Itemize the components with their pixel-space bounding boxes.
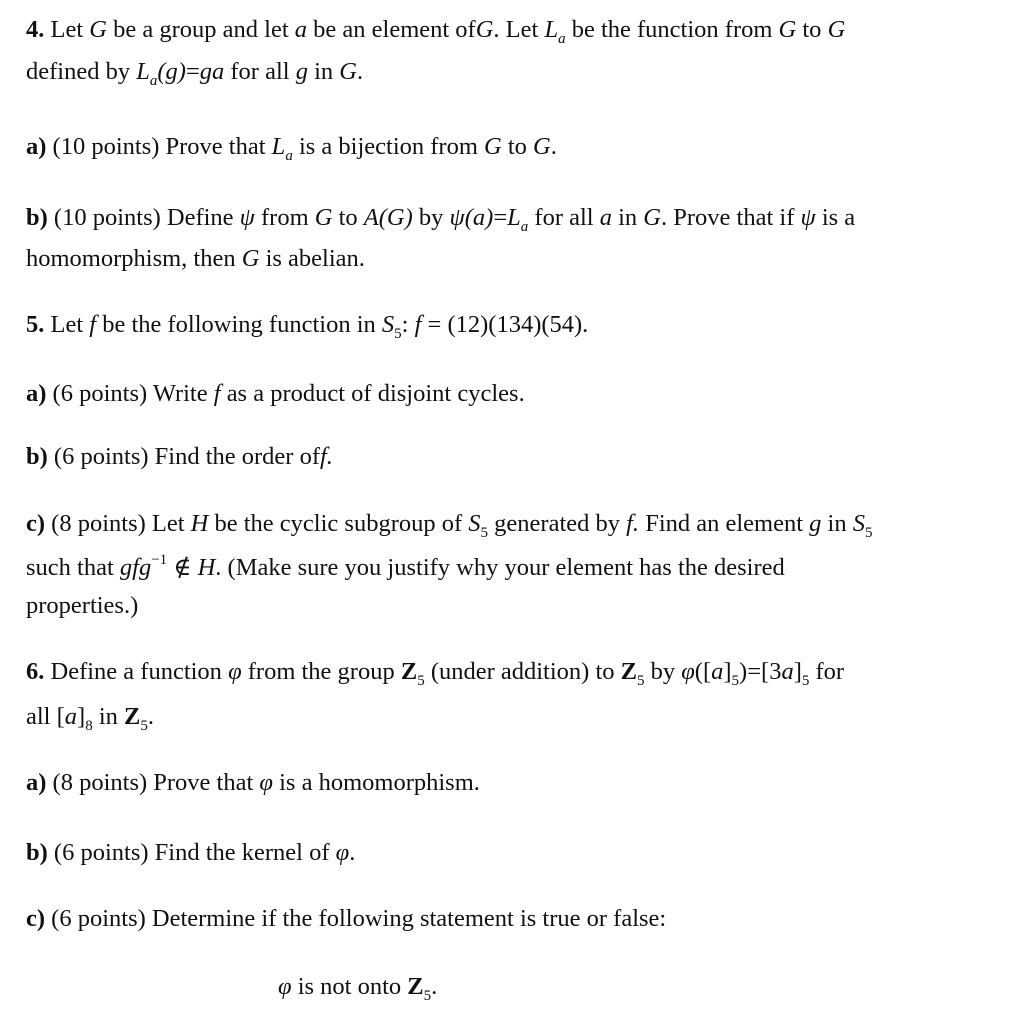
text: to: [802, 16, 822, 43]
math-symbol: Z: [400, 658, 418, 685]
text: (under addition) to: [430, 658, 615, 685]
math-symbol: L: [136, 58, 150, 85]
math-symbol: H: [190, 510, 209, 537]
math-symbol: Z: [124, 703, 141, 730]
text: (10 points) Prove that: [52, 133, 266, 160]
math-expression: (12)(134)(54): [447, 311, 583, 338]
part-label: a): [26, 133, 47, 160]
math-symbol: S: [852, 510, 865, 537]
text: .: [356, 58, 364, 85]
math-subscript: a: [285, 148, 293, 164]
text: [3: [761, 658, 782, 685]
part-label: a): [26, 769, 47, 796]
math-subscript: a: [558, 31, 566, 47]
math-subscript: 5: [417, 673, 425, 689]
text: is a homomorphism.: [279, 769, 480, 796]
text: in: [618, 204, 638, 231]
math-operator: =: [185, 58, 200, 85]
math-symbol: G: [643, 204, 661, 231]
text: as a product of disjoint cycles.: [226, 380, 525, 407]
math-symbol: Z: [407, 973, 424, 1000]
text: be an element of: [313, 16, 476, 43]
math-symbol: ψ: [239, 204, 255, 231]
text: from the group: [247, 658, 395, 685]
math-symbol: (G): [378, 204, 413, 231]
text: is a bijection from: [298, 133, 478, 160]
part-label: b): [26, 204, 48, 231]
q6-line-1: [26, 658, 845, 689]
q6-line-2: [26, 703, 154, 734]
text: (6 points) Write: [52, 380, 208, 407]
q6-number: 6.: [26, 658, 45, 685]
math-operator: =: [747, 658, 762, 685]
text: Let: [50, 16, 84, 43]
math-symbol: G: [241, 245, 260, 272]
math-subscript: 5: [864, 525, 873, 541]
text: for all: [230, 58, 290, 85]
text: such that: [26, 554, 114, 581]
math-symbol: Z: [620, 658, 637, 685]
text: be the cyclic subgroup of: [214, 510, 463, 537]
math-subscript: a: [149, 73, 158, 89]
math-symbol: g: [295, 58, 308, 85]
q5c-line-2: [26, 552, 785, 581]
math-operator: ∉: [173, 554, 192, 581]
text: . Let: [493, 16, 539, 43]
text: Find an element: [645, 510, 804, 537]
text: ]: [77, 703, 86, 730]
q4-line-2: [26, 58, 364, 89]
math-symbol: g: [809, 510, 822, 537]
math-symbol: f: [414, 311, 422, 338]
text: to: [338, 204, 358, 231]
q4b-line-2: [26, 247, 365, 272]
q5-line-1: [26, 311, 589, 342]
math-symbol: (g): [157, 58, 186, 85]
q5c-line-3: [26, 594, 138, 619]
text: (10 points) Define: [53, 204, 234, 231]
text: (6 points) Determine if the following statement is true or false:: [51, 905, 667, 932]
text: Define a function: [50, 658, 222, 685]
text: in: [314, 58, 334, 85]
math-symbol: G: [314, 204, 333, 231]
part-label: c): [26, 905, 46, 932]
text: .: [550, 133, 557, 160]
q4-number: 4.: [26, 16, 45, 43]
text: .: [582, 311, 589, 338]
q5c-line-1: [26, 510, 873, 541]
math-symbol: L: [544, 16, 559, 43]
text: .: [349, 839, 356, 866]
text: be a group and let: [113, 16, 289, 43]
text: properties.): [26, 592, 139, 619]
q6c: [26, 907, 666, 932]
math-symbol: a: [711, 658, 724, 685]
text: is abelian.: [265, 245, 365, 272]
q4b-line-1: [26, 204, 856, 235]
math-subscript: 5: [636, 673, 645, 689]
math-subscript: 5: [731, 673, 740, 689]
math-symbol: L: [271, 133, 286, 160]
math-symbol: H: [197, 554, 216, 581]
text: :: [401, 311, 409, 338]
math-symbol: L: [507, 204, 521, 231]
math-subscript: a: [520, 219, 529, 235]
text: .: [147, 703, 154, 730]
part-label: b): [26, 839, 48, 866]
math-symbol: φ: [335, 839, 350, 866]
math-symbol: f.: [626, 510, 640, 537]
math-symbol: G: [484, 133, 502, 160]
text: in: [98, 703, 118, 730]
math-symbol: S: [381, 311, 395, 338]
math-subscript: 5: [140, 718, 148, 734]
text: . Prove that if: [660, 204, 795, 231]
text: be the following function in: [102, 311, 376, 338]
text: (8 points) Prove that: [52, 769, 254, 796]
math-symbol: gfg: [119, 554, 152, 581]
math-symbol: a: [781, 658, 794, 685]
q5-number: 5.: [26, 311, 45, 338]
math-subscript: 5: [480, 525, 489, 541]
text: ([: [694, 658, 712, 685]
math-superscript: −1: [151, 552, 168, 568]
text: ]: [723, 658, 732, 685]
math-symbol: a: [294, 16, 308, 43]
math-symbol: G: [475, 16, 494, 43]
math-subscript: 5: [423, 988, 432, 1004]
text: from: [261, 204, 309, 231]
text: generated by: [494, 510, 620, 537]
text: to: [507, 133, 527, 160]
q6c-statement: [278, 973, 438, 1004]
math-subscript: 5: [394, 326, 402, 342]
text: all: [26, 703, 51, 730]
text: by: [650, 658, 676, 685]
math-symbol: G: [827, 16, 846, 43]
math-symbol: φ: [259, 769, 273, 796]
math-symbol: G: [533, 133, 551, 160]
math-symbol: ga: [199, 58, 225, 85]
text: (8 points) Let: [51, 510, 185, 537]
math-operator: =: [427, 311, 442, 338]
math-operator: =: [493, 204, 508, 231]
q6a: [26, 771, 480, 796]
math-symbol: G: [339, 58, 357, 85]
q6b: [26, 841, 355, 866]
math-symbol: f: [213, 380, 221, 407]
math-symbol: f.: [319, 443, 333, 470]
text: by: [418, 204, 444, 231]
math-symbol: a: [64, 703, 78, 730]
q5a: [26, 382, 525, 407]
q5b: [26, 445, 333, 470]
q4-line-1: [26, 16, 846, 47]
text: in: [827, 510, 847, 537]
part-label: c): [26, 510, 46, 537]
text: ): [739, 658, 748, 685]
math-symbol: a: [599, 204, 612, 231]
text: is not onto: [297, 973, 402, 1000]
text: (6 points) Find the kernel of: [53, 839, 330, 866]
math-symbol: (a): [464, 204, 494, 231]
text: homomorphism, then: [26, 245, 236, 272]
math-subscript: 5: [801, 673, 810, 689]
text: ]: [793, 658, 802, 685]
text: .: [431, 973, 438, 1000]
math-symbol: G: [89, 16, 107, 43]
text: be the function from: [571, 16, 773, 43]
math-symbol: S: [468, 510, 481, 537]
math-symbol: φ: [278, 973, 292, 1000]
text: for all: [534, 204, 594, 231]
q4a: [26, 133, 557, 164]
text: . (Make sure you justify why your element has the desired: [215, 554, 785, 581]
math-symbol: φ: [228, 658, 242, 685]
part-label: a): [26, 380, 47, 407]
math-symbol: A: [363, 204, 379, 231]
math-symbol: ψ: [449, 204, 465, 231]
math-symbol: G: [778, 16, 797, 43]
math-subscript: 8: [85, 718, 93, 734]
math-symbol: φ: [681, 658, 695, 685]
math-symbol: f: [89, 311, 97, 338]
text: (6 points) Find the order of: [53, 443, 320, 470]
text: [: [56, 703, 65, 730]
text: is a: [821, 204, 856, 231]
text: for: [815, 658, 845, 685]
text: Let: [50, 311, 84, 338]
math-symbol: ψ: [800, 204, 816, 231]
part-label: b): [26, 443, 48, 470]
text: defined by: [26, 58, 131, 85]
